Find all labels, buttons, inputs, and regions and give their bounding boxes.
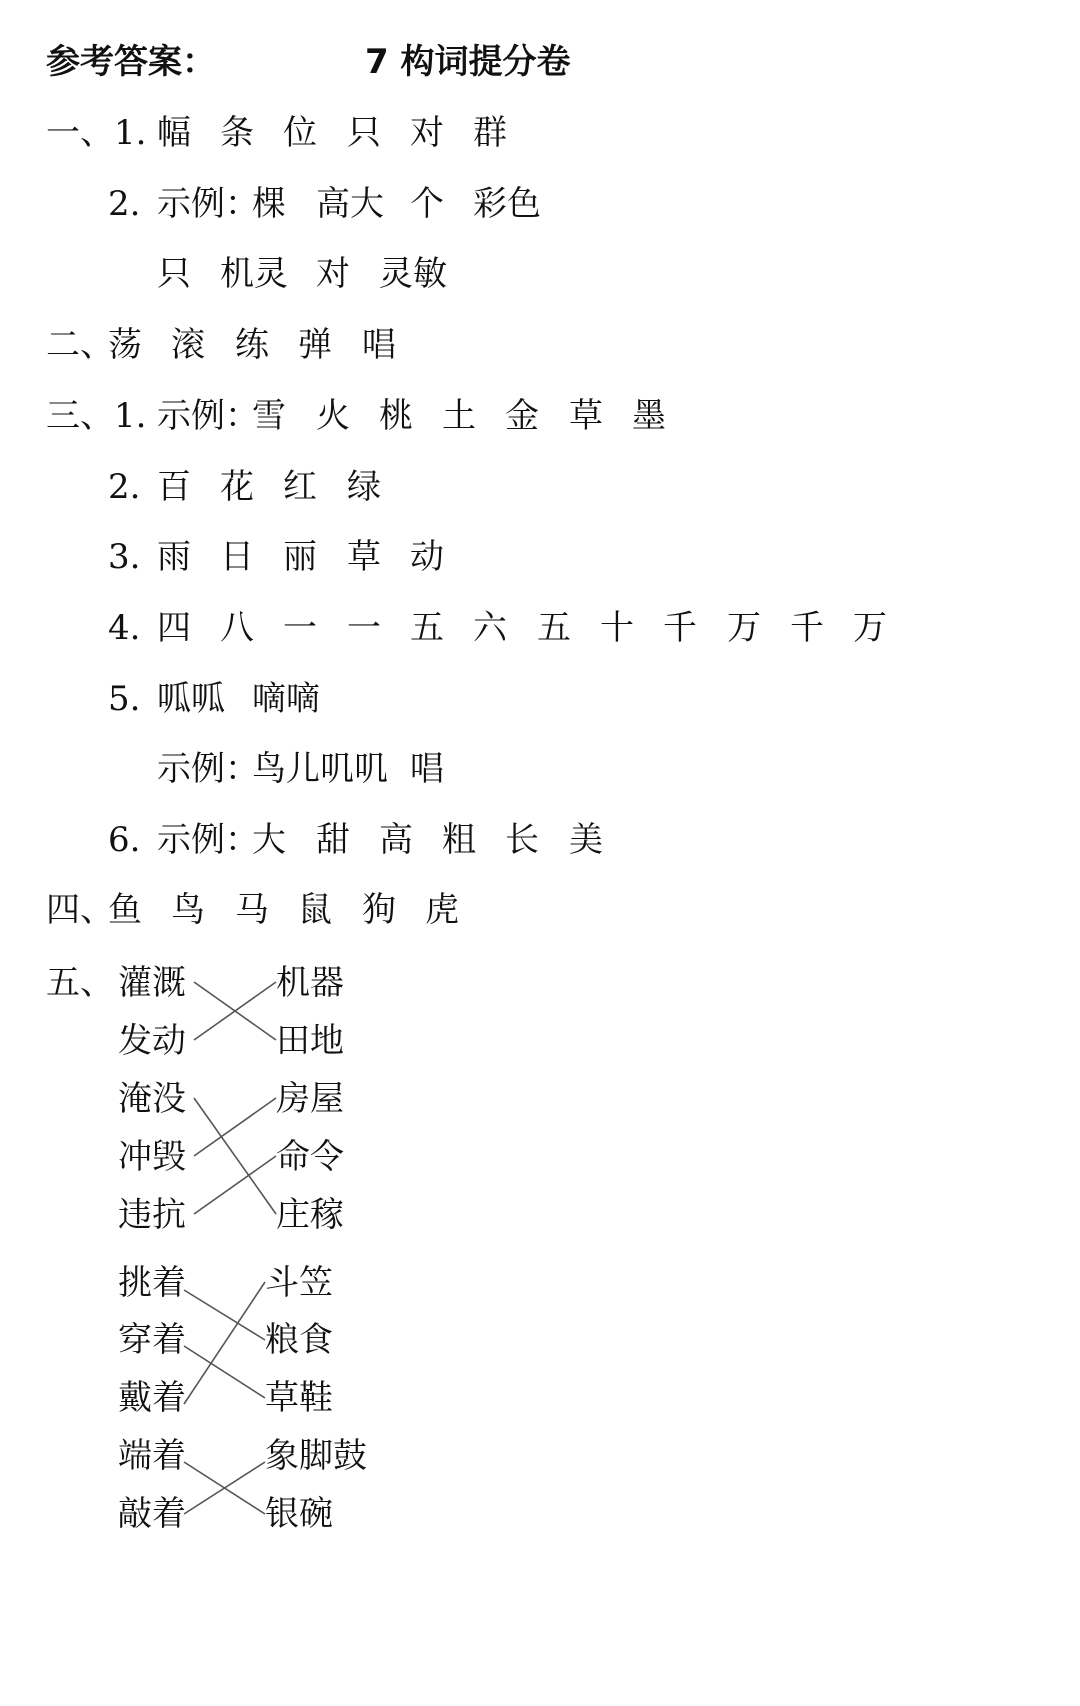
sec3-q3-item: 雨 [157,537,191,577]
sec4-item: 狗 [362,890,396,930]
sec4-item: 虎 [425,890,459,930]
sec3-q5-number: 5. [108,679,141,719]
sec3-q1-item: 雪 [252,396,286,436]
sec1-q2-item: 灵敏 [379,254,447,294]
match-right-word: 机器 [276,963,344,1003]
sec1-q1-item: 只 [347,113,381,153]
sec3-q2-item: 红 [283,467,317,507]
match-right-word: 房屋 [276,1079,344,1119]
sec3-q3-item: 丽 [283,537,317,577]
sec1-q1-item: 位 [283,113,317,153]
match-right-word: 庄稼 [276,1195,344,1235]
sec3-q2-item: 花 [220,467,254,507]
sec2-item: 滚 [171,325,205,365]
sec3-q1-item: 草 [569,396,603,436]
sec3-q4-item: 四 [157,608,191,648]
sec3-q1-item: 金 [505,396,539,436]
match-right-word: 草鞋 [265,1378,333,1418]
sec3-q4-item: 五 [410,608,444,648]
sec3-q6-item: 高 [379,820,413,860]
sec3-q3-item: 动 [410,537,444,577]
sec1-q1-number: 一、1. [46,113,147,153]
match-right-word: 命令 [276,1137,344,1177]
match-left-word: 戴着 [118,1378,186,1418]
sec3-q6-item: 大 [252,820,286,860]
sec4-number: 四、 [46,890,114,930]
sec3-q1-number: 三、1. [46,396,147,436]
sec3-q6-item: 长 [505,820,539,860]
sec3-q6-item: 美 [569,820,603,860]
match-right-word: 斗笠 [265,1263,333,1303]
sec1-q2-item: 高大 [316,184,384,224]
sec3-q2-number: 2. [108,467,141,507]
sec3-q2-item: 绿 [347,467,381,507]
sec1-q2-item: 个 [410,184,444,224]
sec3-q6-item: 粗 [442,820,476,860]
sec3-q4-item: 八 [220,608,254,648]
sec1-q2-item: 彩色 [473,184,541,224]
sec4-item: 马 [235,890,269,930]
sec1-q2-item: 棵 [252,184,286,224]
sec3-q4-item: 万 [727,608,761,648]
sec4-item: 鱼 [108,890,142,930]
sec3-q5-example-prefix: 示例： [157,749,259,789]
sec3-q4-item: 万 [853,608,887,648]
sec1-q1-item: 群 [473,113,507,153]
sec1-q2-prefix: 示例： [157,184,259,224]
sec4-item: 鼠 [298,890,332,930]
sec3-q3-item: 草 [347,537,381,577]
sec1-q1-item: 幅 [157,113,191,153]
answer-label: 参考答案： [46,42,216,82]
sec3-q4-item: 六 [473,608,507,648]
match-right-word: 田地 [276,1021,344,1061]
sec1-q2-item: 机灵 [220,254,288,294]
sec1-q2-item: 只 [157,254,191,294]
sec3-q1-item: 土 [442,396,476,436]
page-title: 7 构词提分卷 [365,42,571,82]
match-right-word: 象脚鼓 [265,1436,367,1476]
sec1-q2-number: 2. [108,184,141,224]
match-left-word: 挑着 [118,1263,186,1303]
sec3-q5-example-item: 鸟儿叽叽 [252,749,388,789]
match-left-word: 发动 [118,1021,186,1061]
sec2-item: 荡 [108,325,142,365]
match-right-word: 银碗 [265,1494,333,1534]
sec3-q5-item: 呱呱 [157,679,225,719]
match-line [194,1156,276,1214]
match-line [194,1098,276,1156]
sec3-q4-item: 一 [347,608,381,648]
sec3-q1-item: 桃 [379,396,413,436]
sec2-number: 二、 [46,325,114,365]
match-left-word: 淹没 [118,1079,186,1119]
match-line [184,1282,265,1404]
sec3-q4-item: 一 [283,608,317,648]
match-left-word: 穿着 [118,1320,186,1360]
match-line [184,1346,265,1398]
match-left-word: 端着 [118,1436,186,1476]
match-left-word: 灌溉 [118,963,186,1003]
sec3-q4-item: 千 [663,608,697,648]
match-left-word: 冲毁 [118,1137,186,1177]
sec3-q4-item: 五 [537,608,571,648]
sec4-item: 鸟 [171,890,205,930]
sec3-q5-item: 嘀嘀 [252,679,320,719]
match-left-word: 违抗 [118,1195,186,1235]
match-line [184,1290,265,1340]
sec3-q6-prefix: 示例： [157,820,259,860]
sec3-q1-prefix: 示例： [157,396,259,436]
sec3-q1-item: 墨 [632,396,666,436]
sec3-q1-item: 火 [316,396,350,436]
sec3-q6-item: 甜 [316,820,350,860]
match-left-word: 敲着 [118,1494,186,1534]
sec3-q4-number: 4. [108,608,141,648]
sec3-q4-item: 千 [790,608,824,648]
sec1-q1-item: 对 [410,113,444,153]
sec2-item: 弹 [298,325,332,365]
sec3-q3-item: 日 [220,537,254,577]
sec3-q4-item: 十 [600,608,634,648]
sec1-q1-item: 条 [220,113,254,153]
sec3-q3-number: 3. [108,537,141,577]
match-line [194,1098,276,1214]
sec2-item: 练 [235,325,269,365]
sec3-q6-number: 6. [108,820,141,860]
sec3-q5-example-item: 唱 [410,749,444,789]
sec1-q2-item: 对 [316,254,350,294]
sec2-item: 唱 [362,325,396,365]
sec5-number: 五、 [46,963,114,1003]
sec3-q2-item: 百 [157,467,191,507]
match-right-word: 粮食 [265,1320,333,1360]
